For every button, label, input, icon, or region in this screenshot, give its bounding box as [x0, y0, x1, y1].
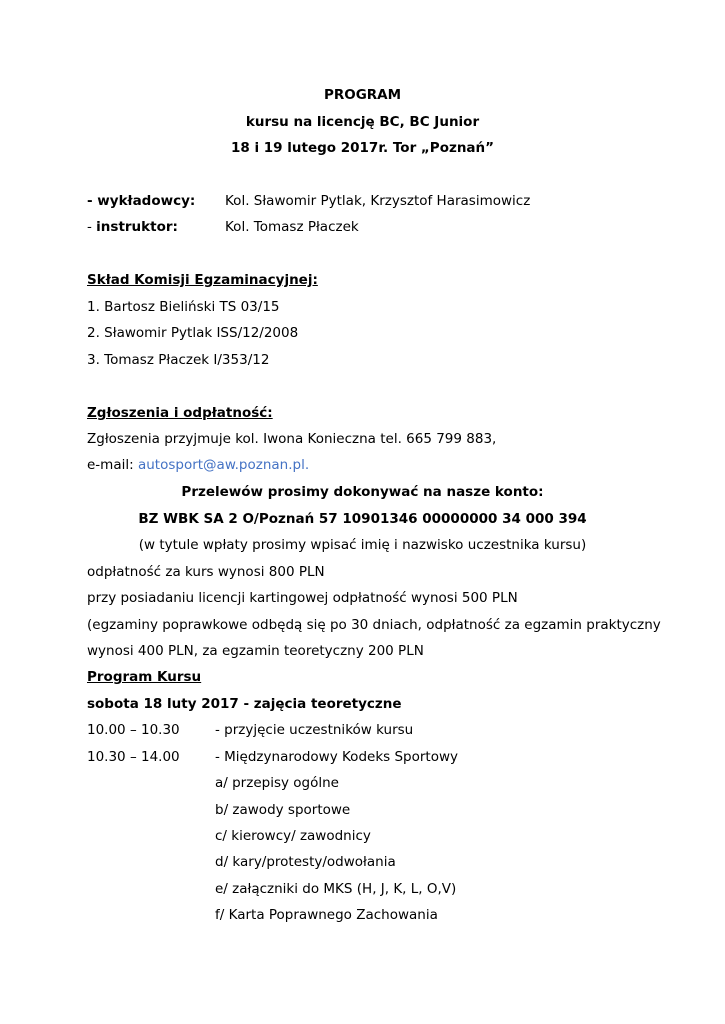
schedule-activity: - przyjęcie uczestników kursu: [215, 722, 414, 738]
fee-line: przy posiadaniu licencji kartingowej odpłatność wynosi 500 PLN: [87, 590, 518, 606]
instructor-row-label: [87, 218, 178, 236]
instructor-value: Kol. Tomasz Płaczek: [225, 219, 359, 235]
schedule-activity: - Międzynarodowy Kodeks Sportowy: [215, 749, 458, 765]
transfer-heading: Przelewów prosimy dokonywać na nasze konto:: [181, 484, 544, 500]
email-label: e-mail:: [87, 457, 138, 473]
schedule-time: 10.30 – 14.00: [87, 749, 180, 765]
topic-item: f/ Karta Poprawnego Zachowania: [215, 907, 438, 923]
topic-item: c/ kierowcy/ zawodnicy: [215, 828, 371, 844]
fee-line: (egzaminy poprawkowe odbędą się po 30 dniach, odpłatność za egzamin praktyczny: [87, 617, 661, 633]
document-subtitle: kursu na licencję BC, BC Junior: [245, 114, 480, 130]
lecturers-label: - wykładowcy:: [87, 193, 196, 209]
registration-heading: Zgłoszenia i odpłatność:: [87, 405, 273, 421]
registration-email-row: [87, 456, 309, 474]
registration-contact: Zgłoszenia przyjmuje kol. Iwona Konieczna tel. 665 799 883,: [87, 431, 497, 447]
bank-account: BZ WBK SA 2 O/Poznań 57 10901346 00000000 34 000 394: [138, 511, 587, 527]
schedule-time: 10.00 – 10.30: [87, 722, 180, 738]
commission-member: 2. Sławomir Pytlak ISS/12/2008: [87, 325, 299, 341]
topic-item: b/ zawody sportowe: [215, 802, 351, 818]
day-heading: sobota 18 luty 2017 - zajęcia teoretyczne: [87, 696, 402, 712]
commission-heading: Skład Komisji Egzaminacyjnej:: [87, 272, 318, 288]
topic-item: d/ kary/protesty/odwołania: [215, 854, 396, 870]
topic-item: a/ przepisy ogólne: [215, 775, 339, 791]
fee-line: odpłatność za kurs wynosi 800 PLN: [87, 564, 325, 580]
document-title: PROGRAM: [323, 87, 402, 103]
email-link[interactable]: autosport@aw.poznan.pl.: [137, 457, 310, 473]
instructor-label: instruktor:: [96, 219, 178, 235]
transfer-note: (w tytule wpłaty prosimy wpisać imię i nazwisko uczestnika kursu): [138, 537, 587, 553]
topic-item: e/ załączniki do MKS (H, J, K, L, O,V): [215, 881, 457, 897]
lecturers-value: Kol. Sławomir Pytlak, Krzysztof Harasimowicz: [225, 193, 531, 209]
program-heading: Program Kursu: [87, 669, 202, 685]
commission-member: 1. Bartosz Bieliński TS 03/15: [87, 299, 280, 315]
instructor-prefix: -: [87, 219, 97, 235]
fee-line: wynosi 400 PLN, za egzamin teoretyczny 200 PLN: [87, 643, 424, 659]
document-dates: 18 i 19 lutego 2017r. Tor „Poznań”: [230, 140, 495, 156]
commission-member: 3. Tomasz Płaczek I/353/12: [87, 352, 270, 368]
